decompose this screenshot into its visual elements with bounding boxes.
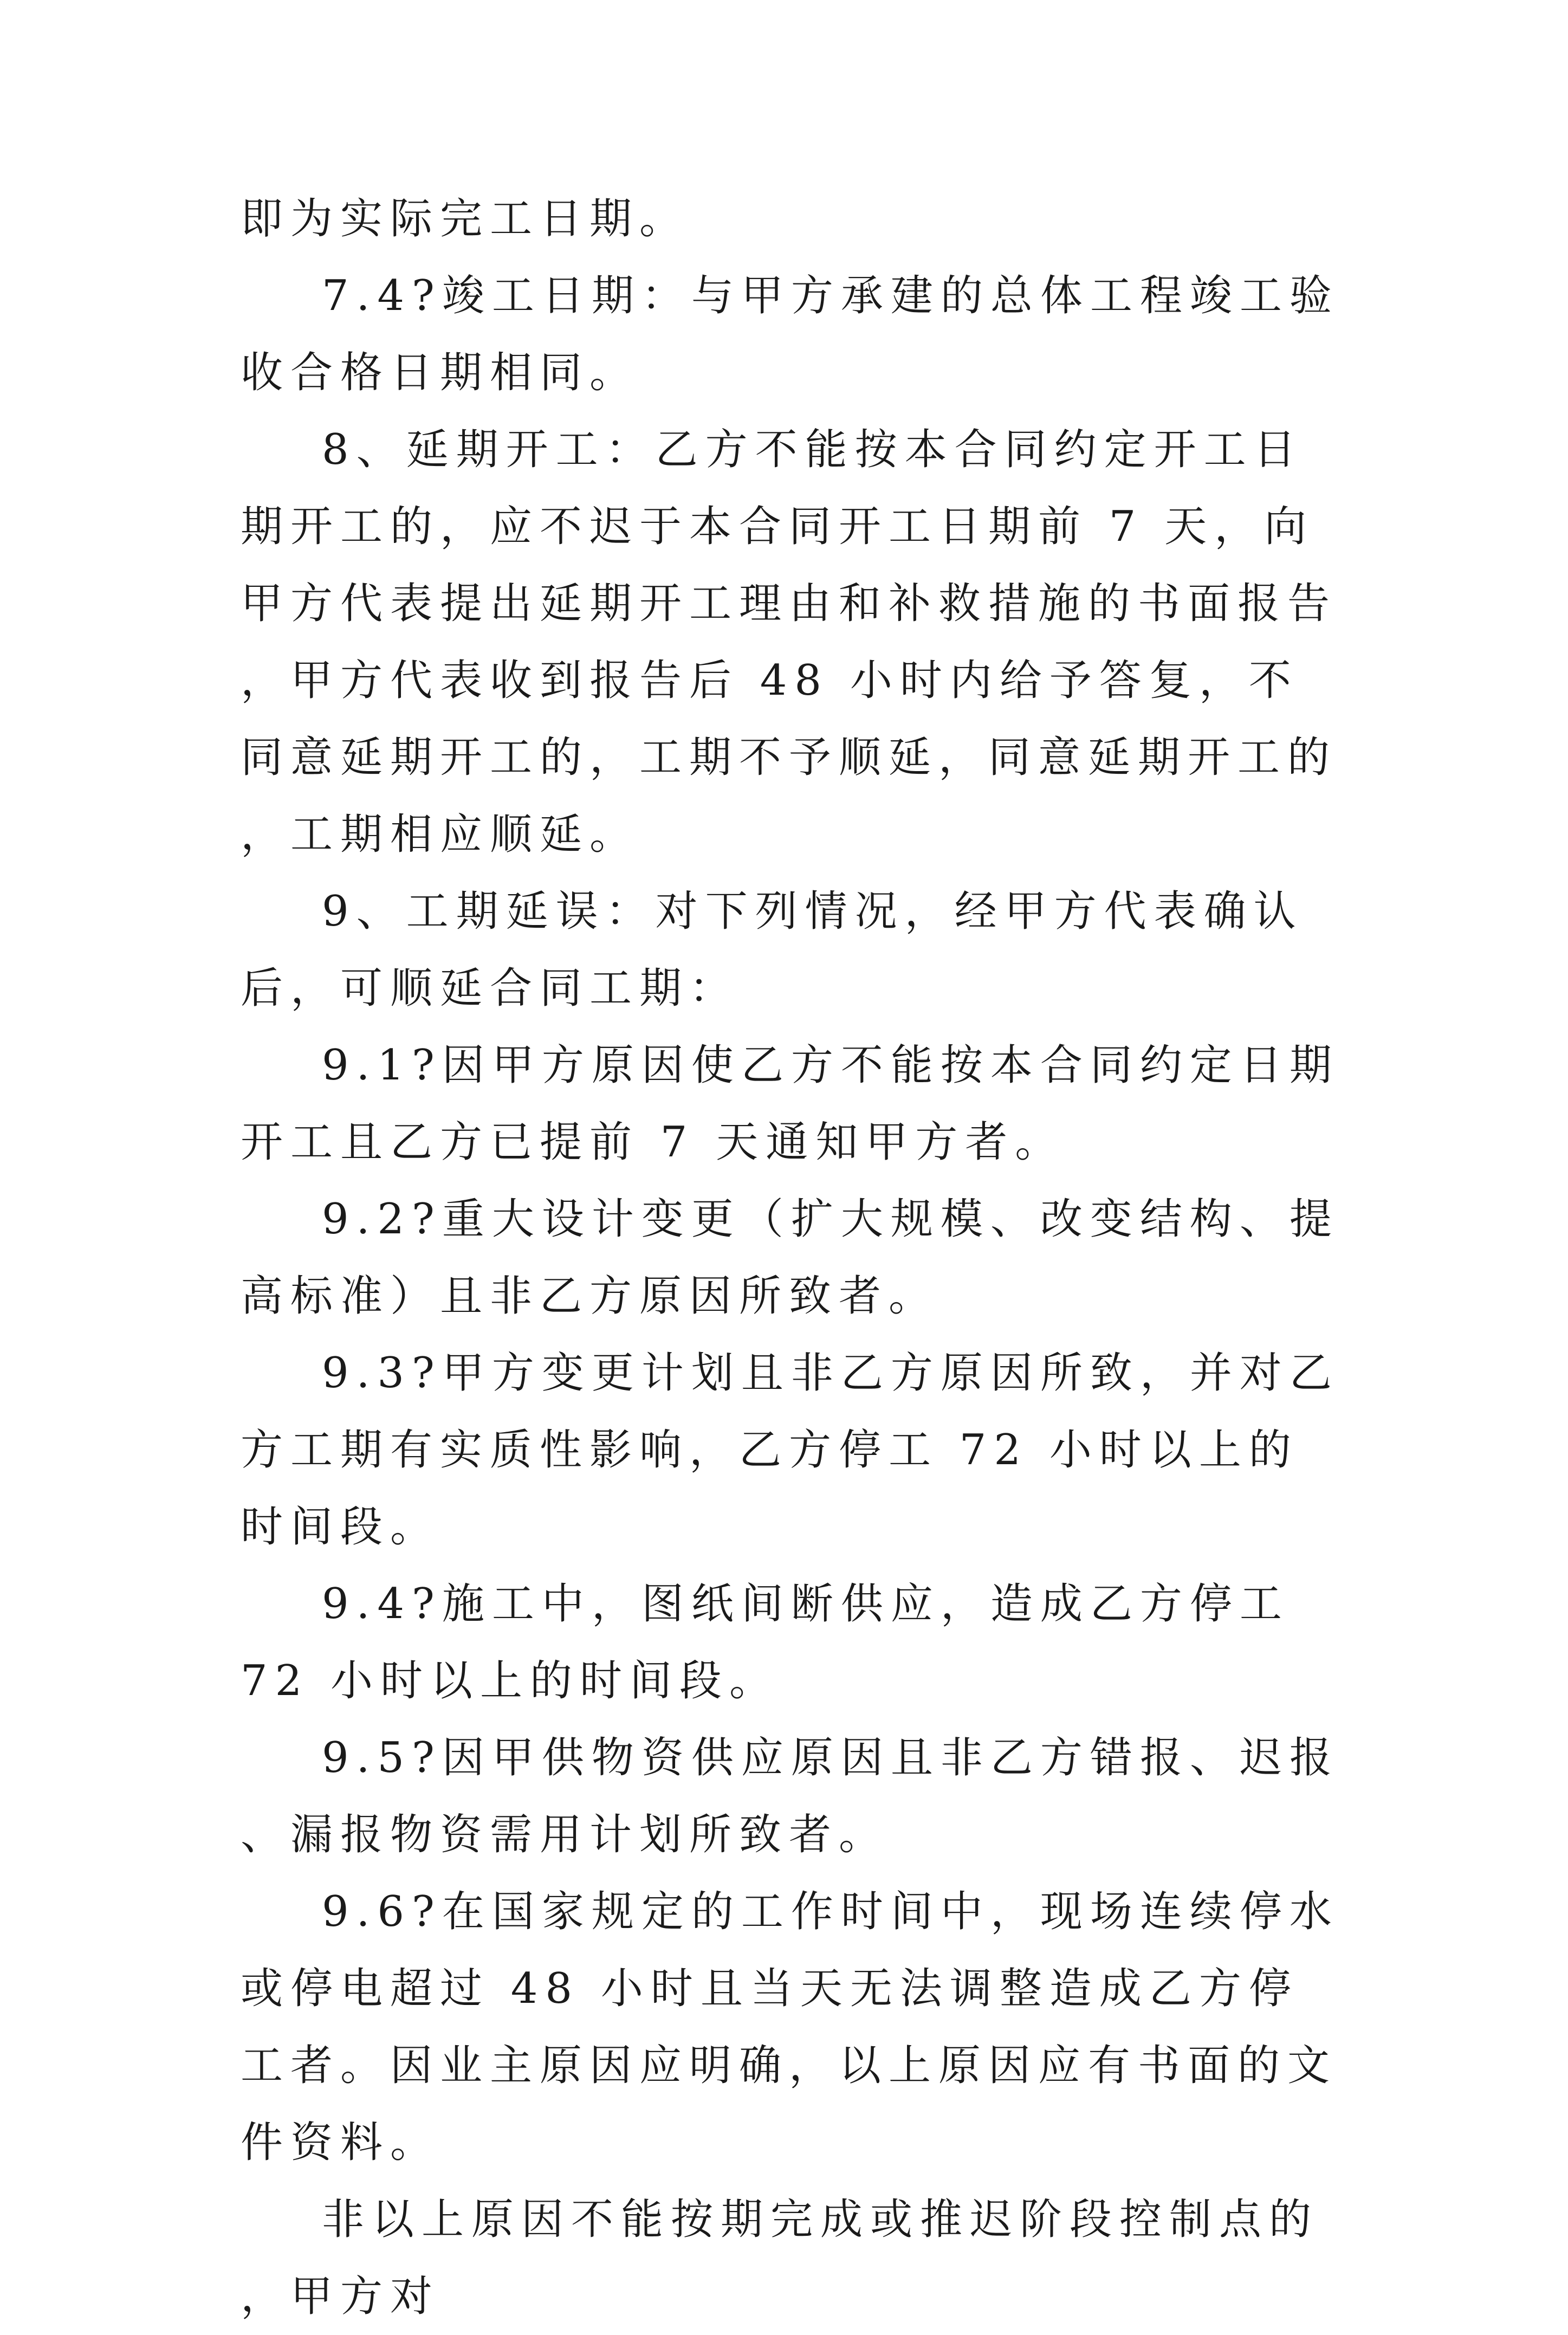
paragraph-9-4: 9.4?施工中，图纸间断供应，造成乙方停工 72 小时以上的时间段。 xyxy=(241,1580,1290,1705)
paragraph-9-schedule-delay: 9、工期延误：对下列情况，经甲方代表确认后，可顺延合同工期： xyxy=(241,887,1304,1013)
paragraph-8-delayed-start: 8、延期开工：乙方不能按本合同约定开工日期开工的，应不迟于本合同开工日期前 7 天，向甲方代表提出延期开工理由和补救措施的书面报告，甲方代表收到报告后 48 小时内给予答复，不同意延期开工的，工期不予顺延，同意延期开工的，工期相应顺延。 xyxy=(241,425,1338,859)
paragraph-9-3: 9.3?甲方变更计划且非乙方原因所致，并对乙方工期有实质性影响，乙方停工 72 小时以上的时间段。 xyxy=(241,1349,1339,1551)
paragraph-9-5: 9.5?因甲供物资供应原因且非乙方错报、迟报、漏报物资需用计划所致者。 xyxy=(241,1734,1339,1859)
paragraph-9-6: 9.6?在国家规定的工作时间中，现场连续停水或停电超过 48 小时且当天无法调整造成乙方停工者。因业主原因应明确，以上原因应有书面的文件资料。 xyxy=(241,1887,1339,2167)
paragraph-9-1: 9.1?因甲方原因使乙方不能按本合同约定日期开工且乙方已提前 7 天通知甲方者。 xyxy=(241,1041,1339,1167)
paragraph-9-2: 9.2?重大设计变更（扩大规模、改变结构、提高标准）且非乙方原因所致者。 xyxy=(241,1195,1339,1321)
contract-body-text xyxy=(241,180,1340,2335)
paragraph-7-4-final-completion-date: 7.4?竣工日期：与甲方承建的总体工程竣工验收合格日期相同。 xyxy=(241,271,1339,397)
paragraph-other-reasons: 非以上原因不能按期完成或推迟阶段控制点的，甲方对 xyxy=(241,2195,1319,2321)
paragraph-completion-date-tail: 即为实际完工日期。 xyxy=(241,195,690,243)
